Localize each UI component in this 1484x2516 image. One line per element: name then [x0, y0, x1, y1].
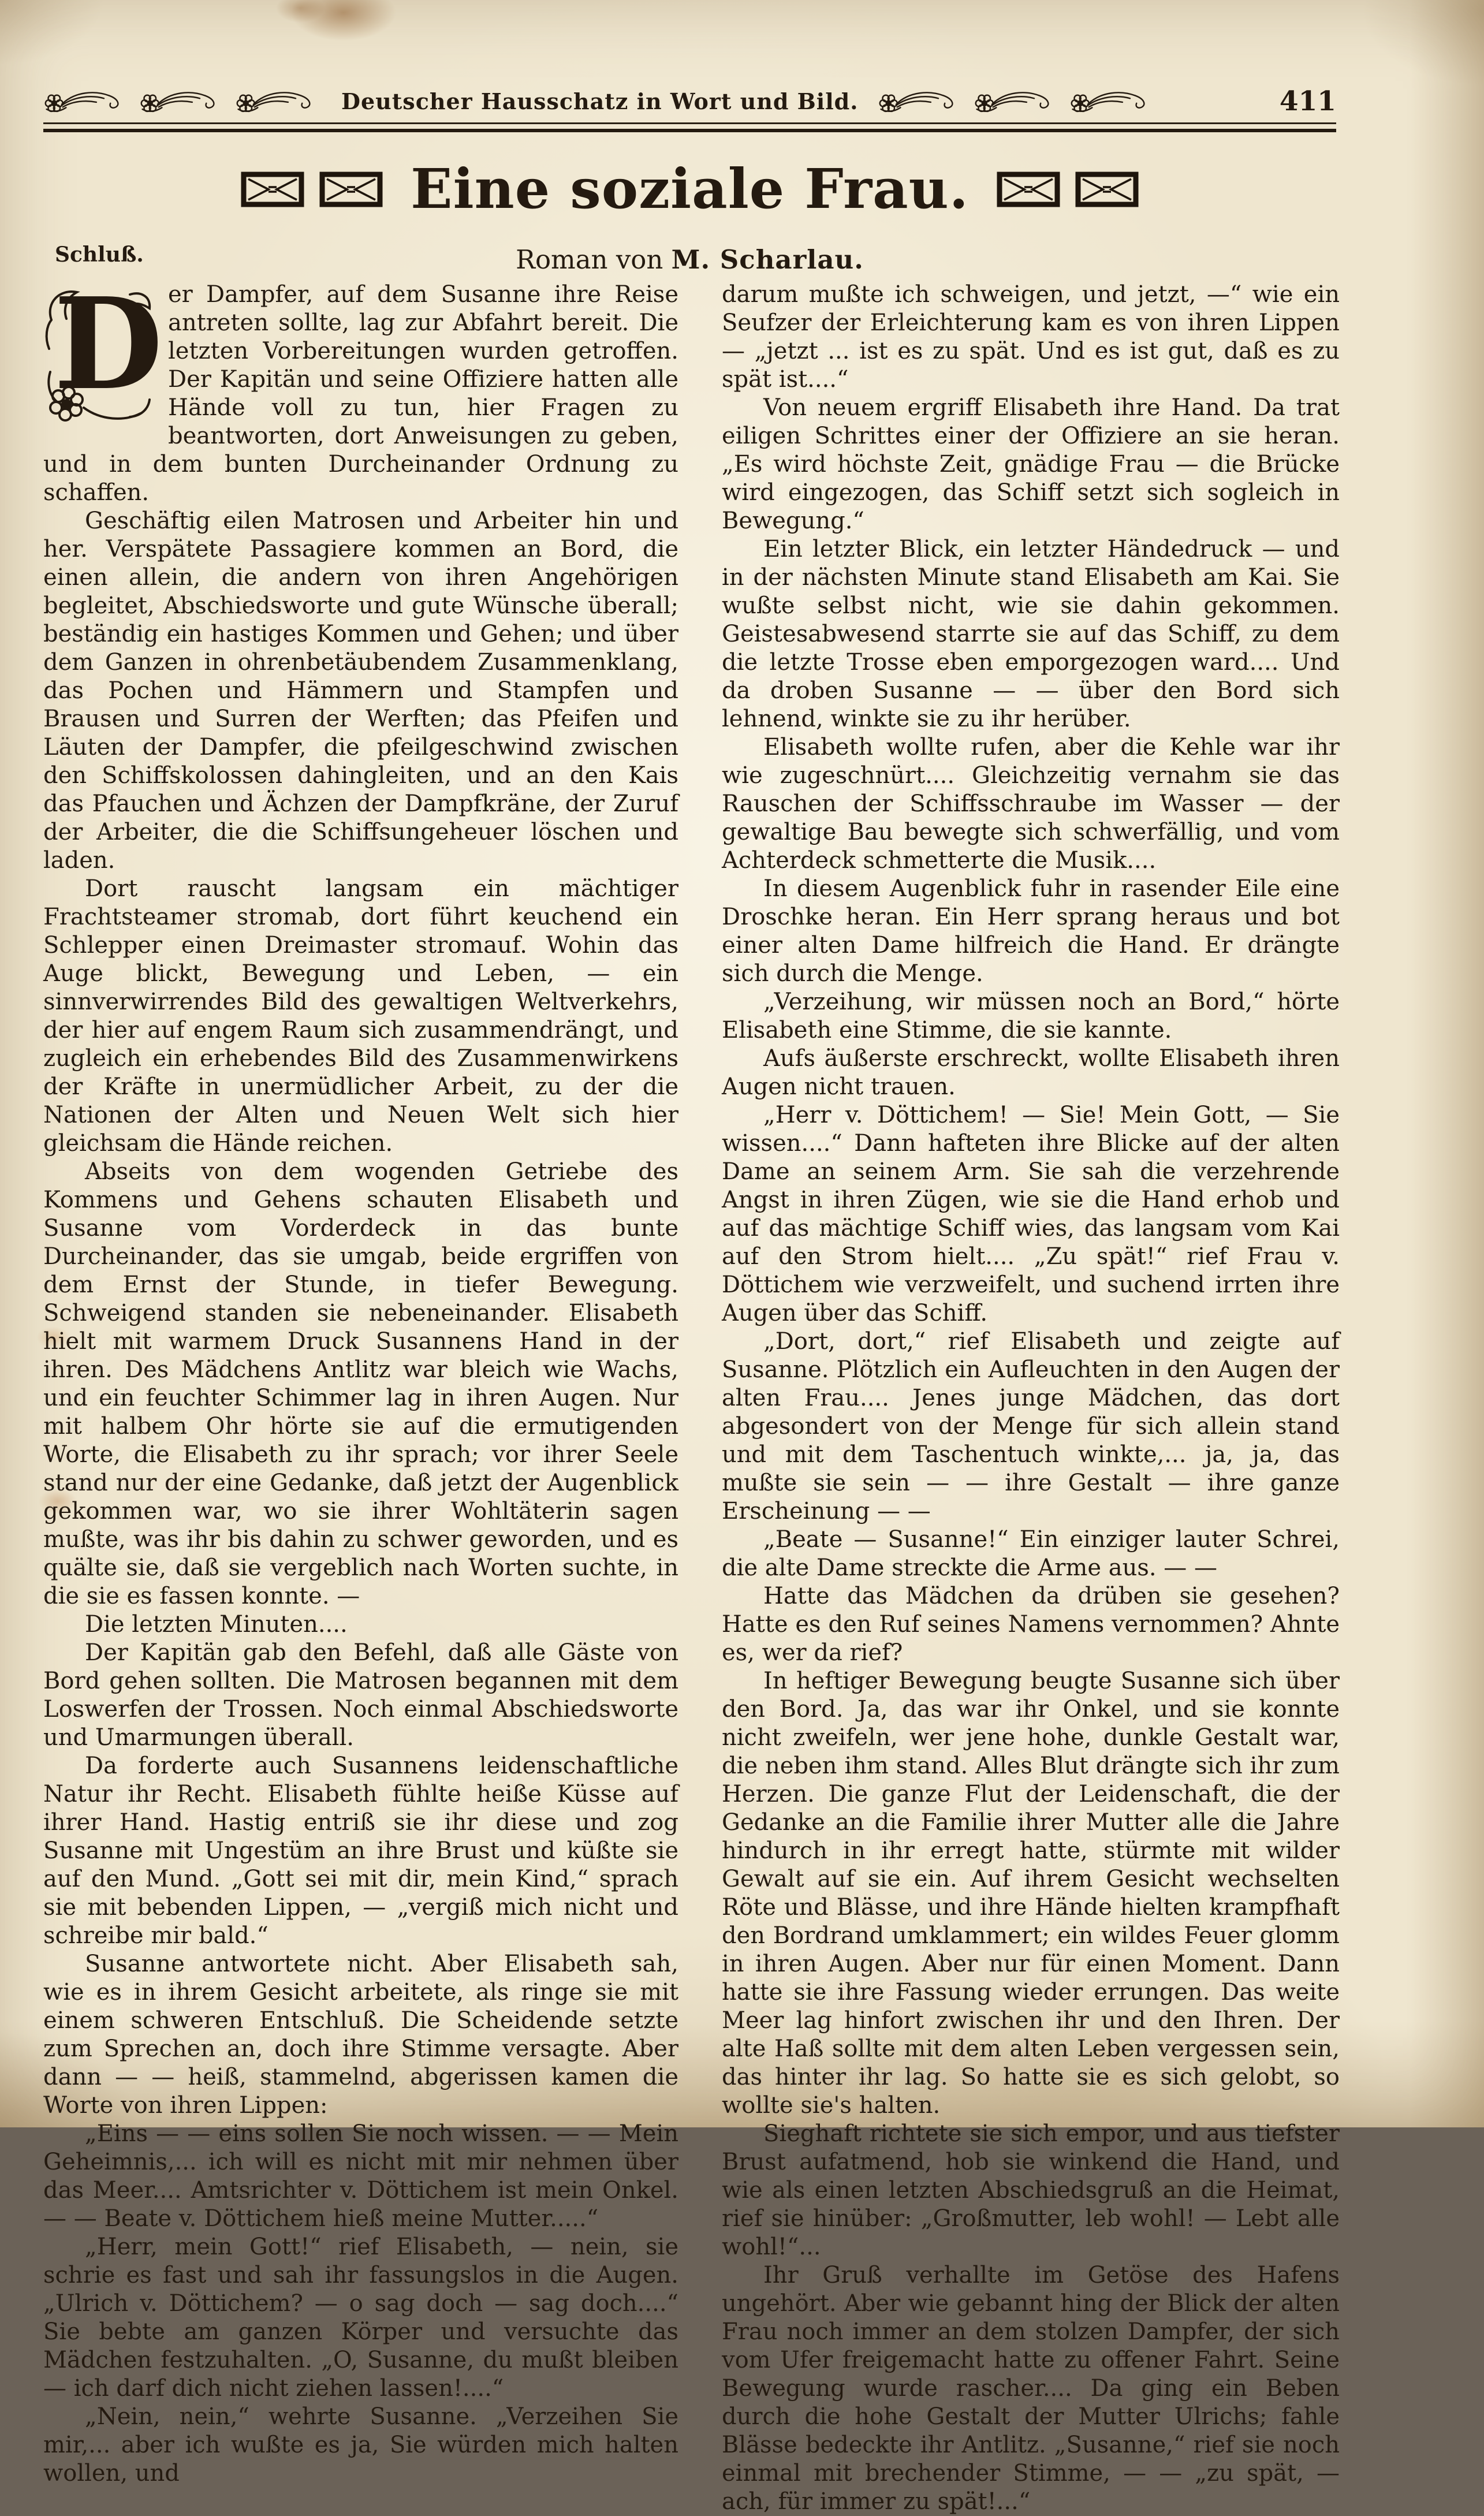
paragraph: „Beate — Susanne!“ Ein einziger lauter Schrei, die alte Dame streckte die Arme aus. — —	[722, 1526, 1340, 1581]
paragraph: Ihr Gruß verhallte im Getöse des Hafens ungehört. Aber wie gebannt hing der Blick der alten Frau noch immer an dem stolzen Dampfer, der sich vom Ufer freigemacht hatte zu offener Fahrt. Seine Bewegung wurde rascher.... Da ging ein Beben durch die hohe Gestalt der Mutter Ulrichs; fahle Blässe bedeckte ihr Antlitz. „Susanne,“ rief sie noch einmal mit brechender Stimme, — — „zu spät, — ach, für immer zu spät!...“	[722, 2262, 1340, 2515]
header-fleurons-left	[43, 88, 322, 115]
right-column	[722, 281, 1340, 2516]
paragraph: Geschäftig eilen Matrosen und Arbeiter hin und her. Verspätete Passagiere kommen an Bord, die einen allein, die andern von ihren Angehörigen begleitet, Abschiedsworte und gute Wünsche überall; beständig ein hastiges Kommen und Gehen; und über dem Ganzen in ohrenbetäubendem Zusammenklang, das Pochen und Hämmern und Stampfen und Brausen und Surren der Werften; das Pfeifen und Läuten der Dampfer, die pfeilgeschwind zwischen den Schiffskolossen dahingleiten, und an den Kais das Pfauchen und Ächzen der Dampfkräne, der Zuruf der Arbeiter, die die Schiffsungeheuer löschen und laden.	[43, 508, 678, 874]
envelope-panel-ornament-icon	[319, 172, 383, 207]
envelope-panel-ornament-icon	[997, 172, 1060, 207]
title-row	[43, 157, 1336, 221]
paragraph: Sieghaft richtete sie sich empor, und aus tiefster Brust aufatmend, hob sie winkend die Hand, und wie als einen letzten Abschiedsgruß an die Heimat, rief sie hinüber: „Großmutter, leb wohl! — Lebt alle wohl!“...	[722, 2120, 1340, 2260]
paragraph: In heftiger Bewegung beugte Susanne sich über den Bord. Ja, das war ihr Onkel, und sie konnte nicht zweifeln, wer jene hohe, dunkle Gestalt war, die neben ihm stand. Alles Blut drängte sich ihr zum Herzen. Die ganze Flut der Leidenschaft, die der Gedanke an die Familie ihrer Mutter alle die Jahre hindurch in ihr erregt hatte, stürmte mit wilder Gewalt auf sie ein. Auf ihrem Gesicht wechselten Röte und Blässe, und ihre Hände hielten krampfhaft den Bordrand umklammert; ein wildes Feuer glomm in ihren Augen. Aber nur für einen Moment. Dann hatte sie ihre Fassung wieder errungen. Das weite Meer lag hinfort zwischen ihr und den Ihren. Der alte Haß sollte mit dem alten Leben vergessen sein, das hinter ihr lag. So hatte sie es sich gelobt, so wollte sie's halten.	[722, 1668, 1340, 2119]
ornate-drop-cap	[43, 270, 163, 424]
fleuron-ornament-icon	[974, 88, 1060, 115]
paragraph: Von neuem ergriff Elisabeth ihre Hand. Da trat eiligen Schrittes einer der Offiziere an sie heran. „Es wird höchste Zeit, gnädige Frau — die Brücke wird eingezogen, das Schiff setzt sich sogleich in Bewegung.“	[722, 394, 1340, 534]
paragraph: Aufs äußerste erschreckt, wollte Elisabeth ihren Augen nicht trauen.	[722, 1045, 1340, 1100]
fleuron-ornament-icon	[43, 88, 130, 115]
paragraph: „Eins — — eins sollen Sie noch wissen. — — Mein Geheimnis,... ich will es nicht mit mir nehmen über das Meer.... Amtsrichter v. Döttichem ist mein Onkel. — — Beate v. Döttichem hieß meine Mutter.....“	[43, 2120, 678, 2232]
envelope-panel-ornament-icon	[241, 172, 304, 207]
title-ornaments-right	[997, 172, 1139, 207]
title-ornaments-left	[241, 172, 383, 207]
article-body	[43, 270, 1340, 2516]
article-title: Eine soziale Frau.	[411, 157, 969, 221]
paragraph: Elisabeth wollte rufen, aber die Kehle war ihr wie zugeschnürt.... Gleichzeitig vernahm sie das Rauschen der Schiffsschraube im Wasser — der gewaltige Bau bewegte sich schwerfällig, und vom Achterdeck schmetterte die Musik....	[722, 734, 1340, 874]
byline	[43, 244, 1336, 275]
paragraph: Abseits von dem wogenden Getriebe des Kommens und Gehens schauten Elisabeth und Susanne vom Vorderdeck in das bunte Durcheinander, das sie umgab, beide ergriffen von dem Ernst der Stunde, in tiefer Bewegung. Schweigend standen sie nebeneinander. Elisabeth hielt mit warmem Druck Susannens Hand in der ihren. Des Mädchens Antlitz war bleich wie Wachs, und ein feuchter Schimmer lag in ihren Augen. Nur mit halbem Ohr hörte sie auf die ermutigenden Worte, die Elisabeth zu ihr sprach; vor ihrer Seele stand nur der eine Gedanke, daß jetzt der Augenblick gekommen war, wo sie ihrer Wohltäterin sagen mußte, was ihr bis dahin zu schwer geworden, und es quälte sie, daß sie vergeblich nach Worten suchte, in die sie es fassen konnte. —	[43, 1158, 678, 1609]
paragraph: „Herr v. Döttichem! — Sie! Mein Gott, — Sie wissen....“ Dann hafteten ihre Blicke auf der alten Dame an seinem Arm. Sie sah die verzehrende Angst in ihren Zügen, wie sie die Hand erhob und auf das mächtige Schiff wies, das langsam vom Kai auf den Strom hielt.... „Zu spät!“ rief Frau v. Döttichem wie verzweifelt, und suchend irrten ihre Augen über das Schiff.	[722, 1102, 1340, 1326]
paragraph: darum mußte ich schweigen, und jetzt, —“ wie ein Seufzer der Erleichterung kam es von ihren Lippen — „jetzt ... ist es zu spät. Und es ist gut, daß es zu spät ist....“	[722, 281, 1340, 393]
running-head	[43, 85, 1336, 117]
paragraph: D er Dampfer, auf dem Susanne ihre Reise antreten sollte, lag zur Abfahrt bereit. Die letzten Vorbereitungen wurden getroffen. Der Kapitän und seine Offiziere hatten alle Hände voll zu tun, hier Fragen zu beantworten, dort Anweisungen zu geben, und in dem bunten Durcheinander Ordnung zu schaffen.	[43, 270, 678, 506]
paragraph: In diesem Augenblick fuhr in rasender Eile eine Droschke heran. Ein Herr sprang heraus und bot einer alten Dame hilfreich die Hand. Er drängte sich durch die Menge.	[722, 875, 1340, 987]
fleuron-ornament-icon	[139, 88, 226, 115]
drop-cap-letter: D	[54, 270, 163, 418]
paragraph: Ein letzter Blick, ein letzter Händedruck — und in der nächsten Minute stand Elisabeth am Kai. Sie wußte selbst nicht, wie sie dahin gekommen. Geistesabwesend starrte sie auf das Schiff, zu dem die letzte Trosse eben emporgezogen ward.... Und da droben Susanne — — über den Bord sich lehnend, winkte sie zu ihr herüber.	[722, 536, 1340, 732]
fleuron-ornament-icon	[878, 88, 964, 115]
header-fleurons-right	[878, 88, 1156, 115]
section-note: Schluß.	[55, 243, 144, 267]
paragraph: „Herr, mein Gott!“ rief Elisabeth, — nein, sie schrie es fast und sah ihr fassungslos in die Augen. „Ulrich v. Döttichem? — o sag doch — sag doch....“ Sie bebte am ganzen Körper und versuchte das Mädchen festzuhalten. „O, Susanne, du mußt bleiben — ich darf dich nicht ziehen lassen!....“	[43, 2234, 678, 2402]
page-number: 411	[1279, 85, 1336, 117]
journal-title: Deutscher Hausschatz in Wort und Bild.	[341, 88, 859, 114]
envelope-panel-ornament-icon	[1075, 172, 1139, 207]
paragraph: Der Kapitän gab den Befehl, daß alle Gäste von Bord gehen sollten. Die Matrosen begannen mit dem Loswerfen der Trossen. Noch einmal Abschiedsworte und Umarmungen überall.	[43, 1639, 678, 1751]
paragraph: Susanne antwortete nicht. Aber Elisabeth sah, wie es in ihrem Gesicht arbeitete, als ringe sie mit einem schweren Entschluß. Die Scheidende setzte zum Sprechen an, doch ihre Stimme versagte. Aber dann — — heiß, stammelnd, abgerissen kamen die Worte von ihren Lippen:	[43, 1951, 678, 2119]
paragraph: Da forderte auch Susannens leidenschaftliche Natur ihr Recht. Elisabeth fühlte heiße Küsse auf ihrer Hand. Hastig entriß sie ihr diese und zog Susanne mit Ungestüm an ihre Brust und küßte sie auf den Mund. „Gott sei mit dir, mein Kind,“ sprach sie mit bebenden Lippen, — „vergiß mich nicht und schreibe mir bald.“	[43, 1753, 678, 1949]
left-column	[43, 270, 678, 2516]
paragraph: „Verzeihung, wir müssen noch an Bord,“ hörte Elisabeth eine Stimme, die sie kannte.	[722, 989, 1340, 1043]
fleuron-ornament-icon	[1069, 88, 1156, 115]
byline-prefix: Roman von	[516, 244, 663, 275]
paragraph: „Nein, nein,“ wehrte Susanne. „Verzeihen Sie mir,... aber ich wußte es ja, Sie würden mich halten wollen, und	[43, 2403, 678, 2487]
paragraph: „Dort, dort,“ rief Elisabeth und zeigte auf Susanne. Plötzlich ein Aufleuchten in den Augen der alten Frau.... Jenes junge Mädchen, das dort abgesondert von der Menge für sich allein stand und mit dem Taschentuch winkte,... ja, ja, das mußte sie sein — — ihre Gestalt — ihre ganze Erscheinung — —	[722, 1328, 1340, 1524]
fleuron-ornament-icon	[235, 88, 322, 115]
paragraph: Dort rauscht langsam ein mächtiger Frachtsteamer stromab, dort führt keuchend ein Schlepper einen Dreimaster stromauf. Wohin das Auge blickt, Bewegung und Leben, — ein sinnverwirrendes Bild des gewaltigen Weltverkehrs, der hier auf engem Raum sich zusammendrängt, und zugleich ein erhebendes Bild des Zusammenwirkens der Kräfte in unermüdlicher Arbeit, zu der die Nationen der Alten und Neuen Welt sich hier gleichsam die Hände reichen.	[43, 875, 678, 1157]
paragraph: Die letzten Minuten....	[85, 1611, 348, 1638]
header-rule	[43, 122, 1336, 132]
paragraph: Hatte das Mädchen da drüben sie gesehen? Hatte es den Ruf seines Namens vernommen? Ahnte es, wer da rief?	[722, 1583, 1340, 1666]
byline-author: M. Scharlau.	[671, 244, 864, 275]
